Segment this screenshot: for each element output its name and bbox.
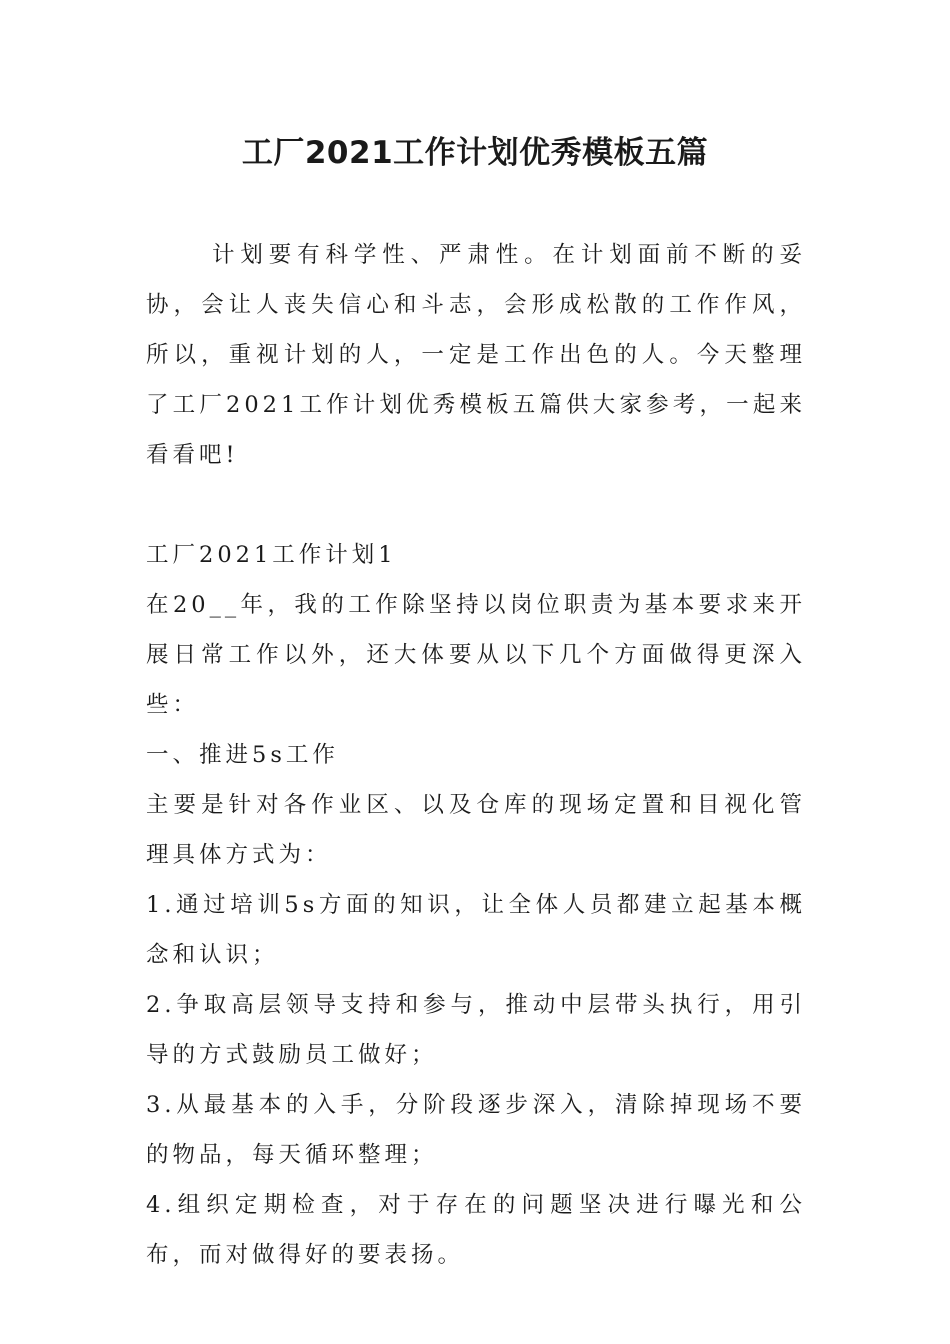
section-heading: 工厂2021工作计划1 [146,542,397,568]
list-item: 3.从最基本的入手，分阶段逐步深入，清除掉现场不要的物品，每天循环整理； [146,1092,806,1168]
intro-paragraph: 计划要有科学性、严肃性。在计划面前不断的妥协，会让人丧失信心和斗志，会形成松散的工作作风，所以，重视计划的人，一定是工作出色的人。今天整理了工厂2021工作计划优秀模板五篇供大家参考，一起来看看吧! [146,242,806,468]
document-title: 工厂2021工作计划优秀模板五篇 [241,135,709,171]
document-body [146,230,806,1280]
body-paragraph: 在20__年，我的工作除坚持以岗位职责为基本要求来开展日常工作以外，还大体要从以下几个方面做得更深入些： [146,592,806,718]
list-item: 4.组织定期检查，对于存在的问题坚决进行曝光和公布，而对做得好的要表扬。 [146,1192,806,1268]
list-item: 1.通过培训5s方面的知识，让全体人员都建立起基本概念和认识； [146,892,806,968]
subsection-heading: 一、推进5s工作 [146,742,339,768]
list-item: 2.争取高层领导支持和参与，推动中层带头执行，用引导的方式鼓励员工做好； [146,992,806,1068]
paragraph-spacer [146,480,806,530]
body-paragraph: 主要是针对各作业区、以及仓库的现场定置和目视化管理具体方式为： [146,792,806,868]
